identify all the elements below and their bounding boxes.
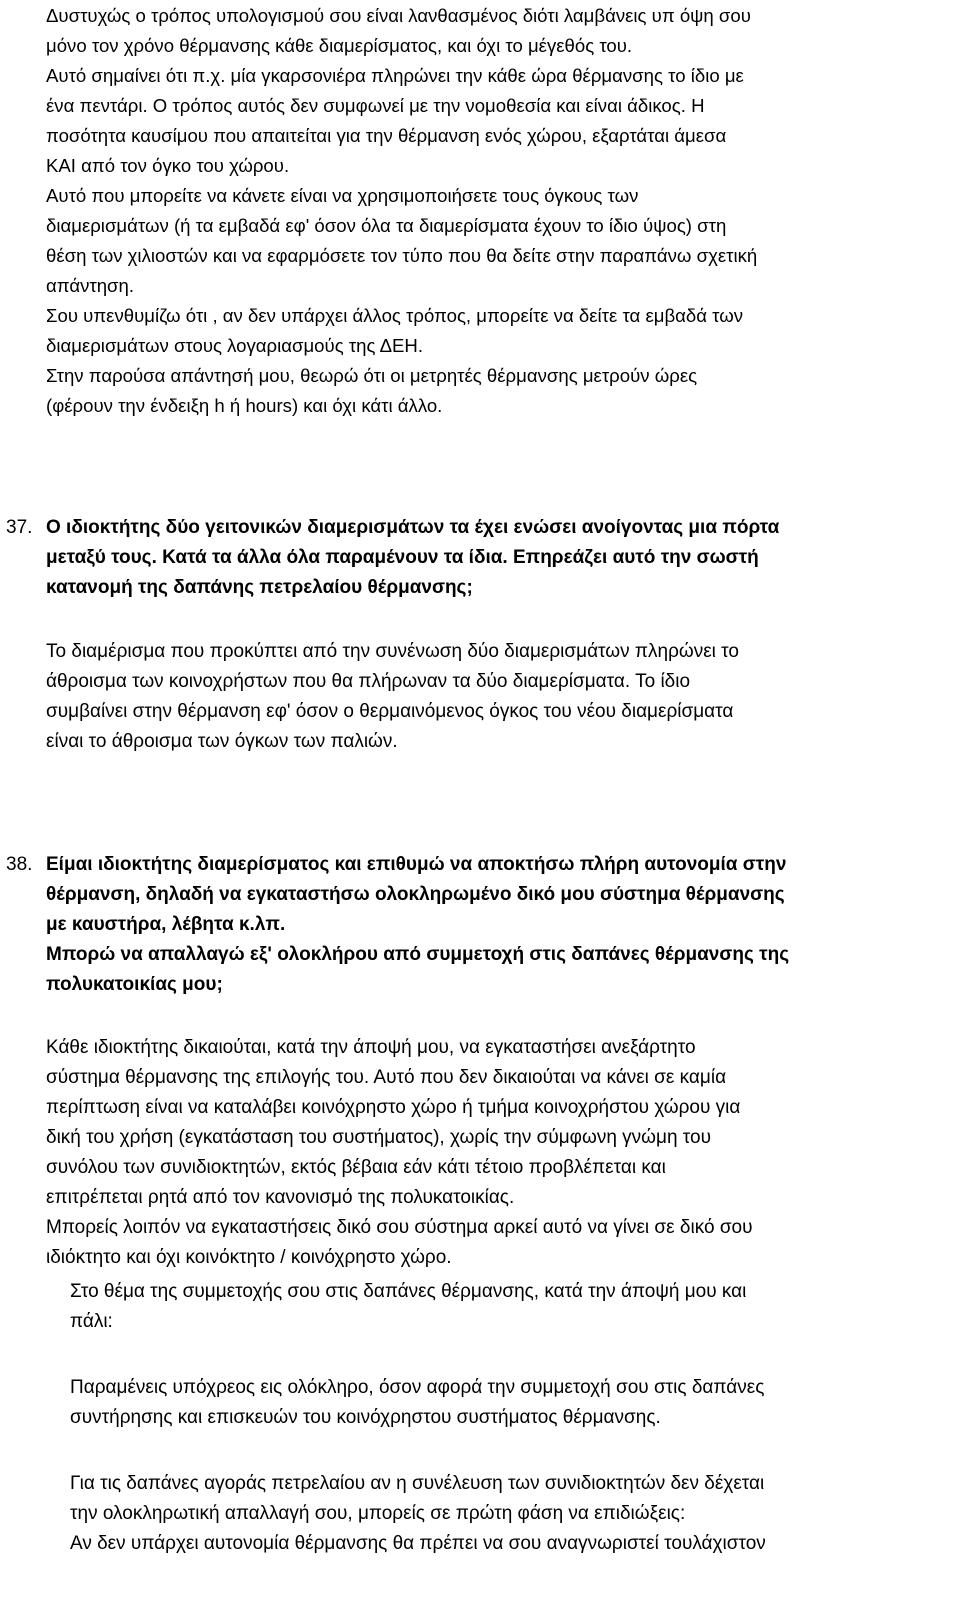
indented-answer-line: Αν δεν υπάρχει αυτονομία θέρμανσης θα πρέπει να σου αναγνωριστεί τουλάχιστον [70,1533,766,1554]
intro-line: ποσότητα καυσίμου που απαιτείται για την θέρμανση ενός χώρου, εξαρτάται άμεσα [46,125,727,146]
intro-line: διαμερισμάτων (ή τα εμβαδά εφ' όσον όλα τα διαμερίσματα έχουν το ίδιο ύψος) στη [46,215,727,236]
question-number: 37. [6,517,33,538]
question-line: Μπορώ να απαλλαγώ εξ' ολοκλήρου από συμμετοχή στις δαπάνες θέρμανσης της [46,944,790,965]
answer-line: συνόλου των συνιδιοκτητών, εκτός βέβαια εάν κάτι τέτοιο προβλέπεται και [46,1157,666,1178]
indented-answer-line: Στο θέμα της συμμετοχής σου στις δαπάνες θέρμανσης, κατά την άποψή μου και [70,1281,747,1302]
intro-line: Αυτό σημαίνει ότι π.χ. μία γκαρσονιέρα πληρώνει την κάθε ώρα θέρμανσης το ίδιο με [46,65,744,86]
question-line: Είμαι ιδιοκτήτης διαμερίσματος και επιθυμώ να αποκτήσω πλήρη αυτονομία στην [46,854,787,875]
indented-answer-line: Για τις δαπάνες αγοράς πετρελαίου αν η συνέλευση των συνιδιοκτητών δεν δέχεται [70,1473,765,1494]
question-line: κατανομή της δαπάνης πετρελαίου θέρμανσης; [46,577,473,598]
answer-line: σύστημα θέρμανσης της επιλογής του. Αυτό που δεν δικαιούται να κάνει σε καμία [46,1067,727,1088]
indented-answer-line: πάλι: [70,1311,113,1332]
question-line: θέρμανση, δηλαδή να εγκαταστήσω ολοκληρωμένο δικό μου σύστημα θέρμανσης [46,884,785,905]
answer-line: επιτρέπεται ρητά από τον κανονισμό της πολυκατοικίας. [46,1187,515,1208]
answer-line: δική του χρήση (εγκατάσταση του συστήματος), χωρίς την σύμφωνη γνώμη του [46,1127,711,1148]
question-number: 38. [6,854,33,875]
answer-line: συμβαίνει στην θέρμανση εφ' όσον ο θερμαινόμενος όγκος του νέου διαμερίσματα [46,701,734,722]
intro-line: Δυστυχώς ο τρόπος υπολογισμού σου είναι λανθασμένος διότι λαμβάνεις υπ όψη σου [46,5,751,26]
intro-line: (φέρουν την ένδειξη h ή hours) και όχι κάτι άλλο. [46,395,443,416]
answer-line: ιδιόκτητο και όχι κοινόκτητο / κοινόχρηστο χώρο. [46,1247,452,1268]
answer-line: είναι το άθροισμα των όγκων των παλιών. [46,731,398,752]
answer-line: Το διαμέρισμα που προκύπτει από την συνένωση δύο διαμερισμάτων πληρώνει το [46,641,739,662]
intro-line: θέση των χιλιοστών και να εφαρμόσετε τον τύπο που θα δείτε στην παραπάνω σχετική [46,245,758,266]
question-line: Ο ιδιοκτήτης δύο γειτονικών διαμερισμάτων τα έχει ενώσει ανοίγοντας μια πόρτα [46,517,780,538]
intro-line: ένα πεντάρι. Ο τρόπος αυτός δεν συμφωνεί με την νομοθεσία και είναι άδικος. Η [46,95,705,116]
intro-line: διαμερισμάτων στους λογαριασμούς της ΔΕΗ. [46,335,424,356]
intro-line: Σου υπενθυμίζω ότι , αν δεν υπάρχει άλλος τρόπος, μπορείτε να δείτε τα εμβαδά των [46,305,744,326]
question-line: με καυστήρα, λέβητα κ.λπ. [46,914,286,935]
indented-answer-line: συντήρησης και επισκευών του κοινόχρηστου συστήματος θέρμανσης. [70,1407,661,1428]
answer-line: άθροισμα των κοινοχρήστων που θα πλήρωναν τα δύο διαμερίσματα. Το ίδιο [46,671,691,692]
indented-answer-line: Παραμένεις υπόχρεος εις ολόκληρο, όσον αφορά την συμμετοχή σου στις δαπάνες [70,1377,765,1398]
intro-line: ΚΑΙ από τον όγκο του χώρου. [46,155,290,176]
intro-line: Αυτό που μπορείτε να κάνετε είναι να χρησιμοποιήσετε τους όγκους των [46,185,639,206]
answer-line: Κάθε ιδιοκτήτης δικαιούται, κατά την άποψή μου, να εγκαταστήσει ανεξάρτητο [46,1037,696,1058]
answer-line: Μπορείς λοιπόν να εγκαταστήσεις δικό σου σύστημα αρκεί αυτό να γίνει σε δικό σου [46,1217,753,1238]
indented-answer-line: την ολοκληρωτική απαλλαγή σου, μπορείς σε πρώτη φάση να επιδιώξεις: [70,1503,686,1524]
answer-line: περίπτωση είναι να καταλάβει κοινόχρηστο χώρο ή τμήμα κοινοχρήστου χώρου για [46,1097,741,1118]
intro-line: Στην παρούσα απάντησή μου, θεωρώ ότι οι μετρητές θέρμανσης μετρούν ώρες [46,365,698,386]
question-line: μεταξύ τους. Κατά τα άλλα όλα παραμένουν τα ίδια. Επηρεάζει αυτό την σωστή [46,547,759,568]
intro-line: απάντηση. [46,275,135,296]
intro-line: μόνο τον χρόνο θέρμανσης κάθε διαμερίσματος, και όχι το μέγεθός του. [46,35,633,56]
question-line: πολυκατοικίας μου; [46,974,223,995]
